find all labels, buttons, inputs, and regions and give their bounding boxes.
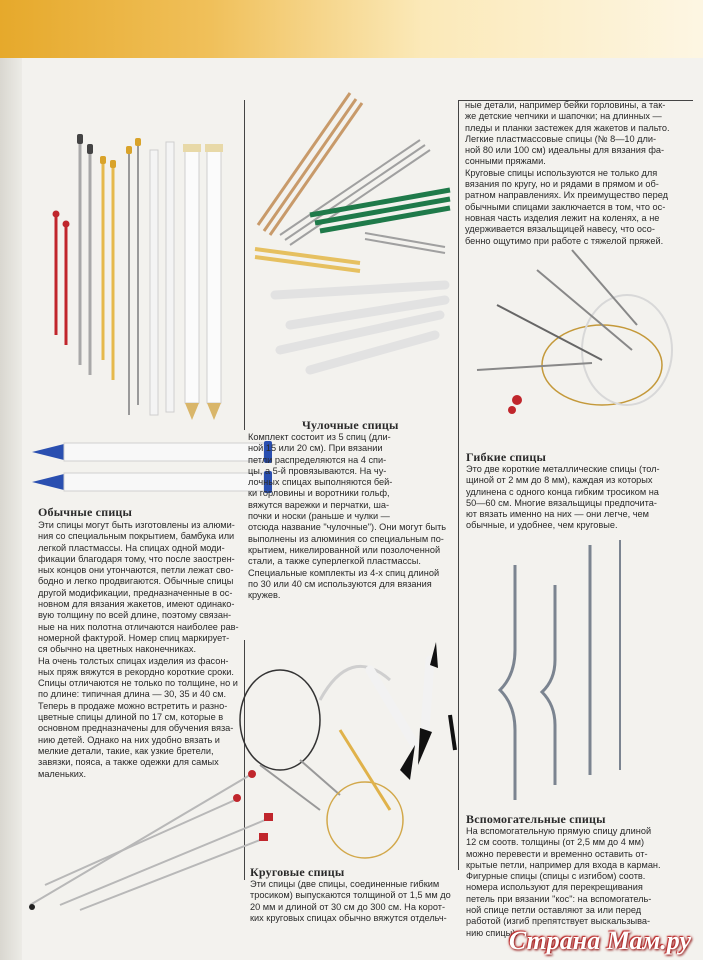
dpn-needles-illustration [250,85,455,385]
heading-circular-needles: Круговые спицы [250,865,345,879]
site-watermark: Страна Мам.ру [508,926,691,955]
straight-needles-illustration [40,130,240,430]
divider-center [244,100,245,430]
auxiliary-needles-illustration [470,540,650,810]
flexible-needles-illustration [462,245,697,445]
text-auxiliary-needles: На вспомогательную прямую спицу длиной 12 см соотв. толщины (от 2,5 мм до 4 мм) можно перевести и временно оставить от- крытые петли, например для входа в карман. Фигурные спицы (спицы с изгибом) соотв. номера используют для перекрещивания петель при вязании "кос": на вспомогатель- ной спице петли оставляют за или перед работой (изгиб препятствует выскальзыва- нию спицы). [466,826,661,938]
page-gutter [0,58,22,960]
text-stocking-needles: Комплект состоит из 5 спиц (дли- ной 15 или 20 см). При вязании петли распределяются на 4 спи- цы, а 5-й провязываются. На чу- лочных спицах выполняются бей- ки горловины и воротники гольф, вяжутся варежки и перчатки, ша- почки и носки (раньше и чулки — отсюда название "чулочные"). Они могут быть выполнены из алюминия со специальным по- крытием, никелированной или позолоченной стали, а также суперлегкой пластмассы. Специальные комплекты из 4-х спиц длиной по 30 или 40 см используются для вязания кружев. [248,432,447,601]
heading-flexible-needles: Гибкие спицы [466,450,547,464]
text-circular-continued: ные детали, например бейки горловины, а так- же детские чепчики и шапочки; на длинных — пледы и планки застежек для жакетов и пальто. Легкие пластмассовые спицы (№ 8—10 дли- ной 80 или 100 см) идеальны для вязания фа- сонными пряжами. Круговые спицы используются не только для вязания по кругу, но и рядами в прямом и об- ратном направлениях. Их преимущество перед обычными спицами заключается в том, что ос- новная часть изделия лежит на коленях, а не удерживается вязальщицей навесу, что осо- бенно ощутимо при работе с тяжелой пряжей. [465,100,670,246]
text-ordinary-needles: Эти спицы могут быть изготовлены из алюми- ния со специальным покрытием, бамбука или легкой пластмассы. На спицах одной моди- фикации благодаря тому, что после заострен- ных концов они утончаются, петли лежат сво- бодно и легко продвигаются. Обычные спицы другой модификации, предназначенные в ос- новном для вязания жакетов, имеют одинако- вую толщину по всей длине, поэтому связан- ные на них полотна отличаются наиболее рав- номерной фактурой. Номер спиц маркирует- ся обычно на цветных наконечниках. На очень толстых спицах изделия из фасон- ных пряж вяжутся в рекордно короткие сроки. Спицы отличаются не только по толщине, но и по длине: типичная длина — 30, 35 и 40 см. Теперь в продаже можно встретить и разно- цветные спицы длиной по 17 см, которые в основном предназначены для обучения вяза- нию детей. Однако на них удобно вязать и мелкие детали, такие, как узкие бретели, завязки, пояса, а также одежки для самых маленьких. [38,520,239,779]
text-flexible-needles: Это две короткие металлические спицы (тол- щиной от 2 мм до 8 мм), каждая из которых удлинена с одного конца гибким тросиком на 50—60 см. Многие вязальщицы предпочита- ют вязать именно на них — они легче, чем обычные, и удобнее, чем круговые. [466,464,660,531]
header-band [0,0,703,58]
heading-ordinary-needles: Обычные спицы [38,505,133,519]
heading-auxiliary-needles: Вспомогательные спицы [466,812,606,826]
thin-needles-illustration [20,765,280,915]
thick-needles-illustration [30,438,280,498]
heading-stocking-needles: Чулочные спицы [302,418,399,432]
text-circular-needles: Эти спицы (две спицы, соединенные гибким тросиком) выпускаются толщиной от 1,5 мм до 20 мм и длиной от 30 см до 300 см. На корот- ких круговых спицах обычно вяжутся отдельч- [250,879,451,923]
